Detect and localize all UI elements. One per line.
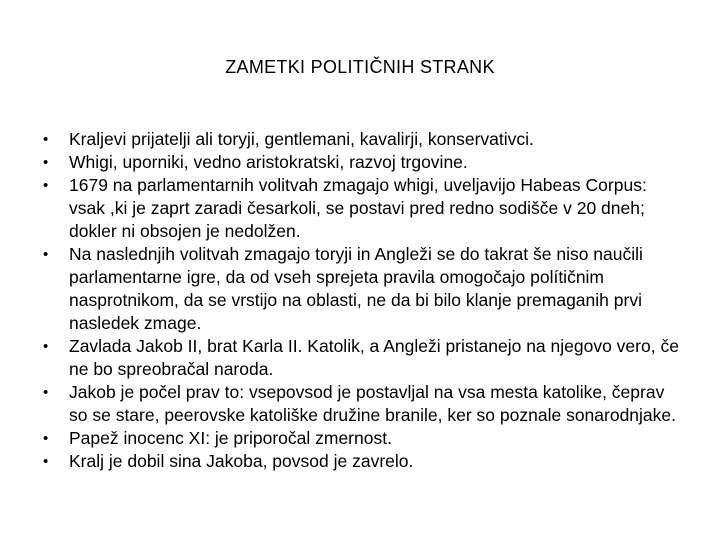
bullet-item [43,174,683,243]
bullet-item [43,128,683,151]
bullet-icon: • [43,453,49,470]
bullet-text: Kralj je dobil sina Jakoba, povsod je zavrelo. [69,451,414,471]
bullet-text: Whigi, uporniki, vedno aristokratski, razvoj trgovine. [69,152,468,172]
bullet-icon: • [43,154,49,171]
bullet-text: 1679 na parlamentarnih volitvah zmagajo whigi, uveljavijo Habeas Corpus: vsak ,ki je zaprt zaradi česarkoli, se postavi pred redno sodišče v 20 dneh; dokler ni obsojen je nedolžen. [69,175,647,241]
bullet-icon: • [43,246,49,263]
bullet-text: Zavlada Jakob II, brat Karla II. Katolik, a Angleži pristanejo na njegovo vero, če ne bo spreobračal naroda. [69,336,679,379]
bullet-item [43,427,683,450]
bullet-icon: • [43,384,49,401]
bullet-icon: • [43,338,49,355]
bullet-item [43,381,683,427]
slide-title: ZAMETKI POLITIČNIH STRANK [225,57,495,77]
bullet-text: Kraljevi prijatelji ali toryji, gentlemani, kavalirji, konservativci. [69,129,534,149]
bullet-icon: • [43,177,49,194]
bullet-text: Jakob je počel prav to: vsepovsod je postavljal na vsa mesta katolike, čeprav so se stare, peerovske katoliške družine branile, ker so poznale sonarodnjake. [69,382,677,425]
bullet-list [43,128,683,473]
bullet-text: Papež inocenc XI: je priporočal zmernost. [69,428,392,448]
bullet-text: Na naslednjih volitvah zmagajo toryji in Angleži se do takrat še niso naučili parlamentarne igre, da od vseh sprejeta pravila omogočajo polítičnim nasprotnikom, da se vrstijo na oblasti, ne da bi bilo klanje premaganih prvi nasledek zmage. [69,244,643,333]
bullet-icon: • [43,131,49,148]
bullet-icon: • [43,430,49,447]
bullet-item [43,243,683,335]
bullet-item [43,151,683,174]
bullet-item [43,335,683,381]
bullet-item [43,450,683,473]
